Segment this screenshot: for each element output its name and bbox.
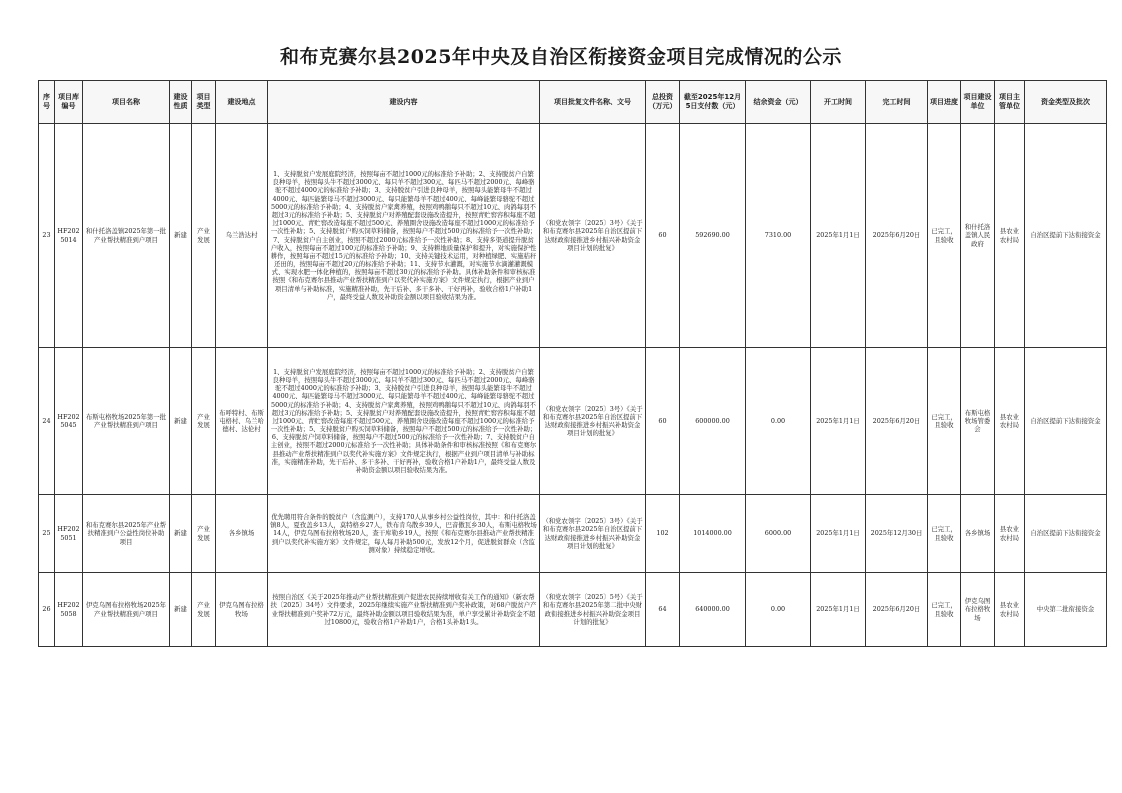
project-type: 产业发展: [192, 124, 216, 348]
fund-type: 自治区提前下达衔接资金: [1025, 495, 1107, 573]
construction-content: 按照自治区《关于2025年推动产业帮扶精准到户促进农民持续增收有关工作的通知》（新农帮扶〔2025〕34号）文件要求，2025年继续实施产业帮扶精准到户奖补政策，对68户脱贫户产业帮扶精准到户奖补72万元，最终补助金额以项目验收结果为准，单户享受累计补助资金不超过10800元，验收合格1户补助1户，合格1头补助1头。: [268, 573, 540, 647]
table-header-row: [39, 81, 1107, 124]
project-table: [38, 80, 1107, 647]
header-cell: 序号: [39, 81, 55, 124]
start-date: 2025年1月1日: [811, 124, 866, 348]
paid-amount: 640000.00: [680, 573, 746, 647]
supervising-dept: 县农业农村局: [995, 573, 1025, 647]
project-name: 和什托洛盖镇2025年第一批产业帮扶精准到户项目: [83, 124, 170, 348]
header-cell: 完工时间: [866, 81, 928, 124]
header-cell: 结余资金（元）: [746, 81, 811, 124]
supervising-dept: 县农业农村局: [995, 348, 1025, 495]
project-progress: 已完工，且验收: [928, 495, 961, 573]
row-number: 23: [39, 124, 55, 348]
balance-amount: 0.00: [746, 348, 811, 495]
approval-document: （和党农领字〔2025〕3号）《关于和布克赛尔县2025年自治区提前下达财政衔接推进乡村振兴补助资金项目计划的批复》: [540, 495, 646, 573]
header-cell: 资金类型及批次: [1025, 81, 1107, 124]
start-date: 2025年1月1日: [811, 348, 866, 495]
balance-amount: 7310.00: [746, 124, 811, 348]
header-cell: 项目批复文件名称、文号: [540, 81, 646, 124]
row-number: 25: [39, 495, 55, 573]
header-cell: 开工时间: [811, 81, 866, 124]
header-cell: 项目名称: [83, 81, 170, 124]
construction-content: 1、支持脱贫户发展庭院经济，按照每亩不超过1000元的标准给予补助；2、支持脱贫户自繁良种母羊，按照每头牛不超过3000元、每只羊不超过300元、每匹马不超过2000元、每峰骆驼不超过4000元的标准给予补助；3、支持脱贫户引进良种母羊，按照每头能繁母牛不超过4000元、每匹能繁母马不超过3000元、每只能繁母羊不超过400元、每峰能繁母骆驼不超过5000元的标准给予补助；4、支持脱贫户家禽养殖，按照鸡鸭鹅每只不超过10元、肉鸽每羽不超过3元的标准给予补助；5、支持脱贫户对养殖配套设施改造提升，按照青贮窖容积每座不超过1000元、青贮窖改造每座不超过500元、养殖圈舍设施改造每座不超过1000元的标准给予一次性补助；5、支持脱贫户购买饲草料储备，按照每户不超过500元的标准给予一次性补助；7、支持脱贫户自主创业，按照不超过2000元标准给予一次性补助；8、支持多渠道提升脱贫户收入，按照每亩不超过100元的标准给予补助；9、支持耕地质量保护和提升，对实施保护性耕作，按照每亩不超过15元的标准给予补助；10、支持关键技术运用，对种植绿肥、实施秸秆还田的，按照每亩不超过20元的标准给予补助；11、支持节水灌溉，对实施节水滴灌灌溉模式、实现水肥一体化种植的，按照每亩不超过30元的标准给予补助。具体补助条件和审核标准按照《和布克赛尔县推动产业帮扶精准到户以奖代补实施方案》文件规定执行，根据产业到户项目清单与补助标准，实施精准补助，先干后补、多干多补、干好再补，验收合格1户补助1户，最终受益人数及补助资金额以项目验收结果为准。: [268, 124, 540, 348]
header-cell: 建设地点: [216, 81, 268, 124]
project-name: 伊克乌图布拉格牧场2025年产业帮扶精准到户项目: [83, 573, 170, 647]
balance-amount: 0.00: [746, 573, 811, 647]
total-investment: 60: [646, 348, 680, 495]
end-date: 2025年12月30日: [866, 495, 928, 573]
project-name: 和布克赛尔县2025年产业帮扶精准到户公益性岗位补助项目: [83, 495, 170, 573]
header-cell: 项目类型: [192, 81, 216, 124]
supervising-dept: 县农业农村局: [995, 124, 1025, 348]
header-cell: 建设内容: [268, 81, 540, 124]
row-number: 24: [39, 348, 55, 495]
project-name: 布斯屯格牧场2025年第一批产业帮扶精准到户项目: [83, 348, 170, 495]
project-progress: 已完工，且验收: [928, 348, 961, 495]
row-number: 26: [39, 573, 55, 647]
start-date: 2025年1月1日: [811, 495, 866, 573]
construction-unit: 布斯屯格牧场管委会: [961, 348, 995, 495]
supervising-dept: 县农业农村局: [995, 495, 1025, 573]
paid-amount: 600000.00: [680, 348, 746, 495]
header-cell: 项目主管单位: [995, 81, 1025, 124]
table-row: [39, 573, 1107, 647]
construction-nature: 新建: [170, 573, 192, 647]
project-code: HF2025014: [55, 124, 83, 348]
project-location: 伊克乌图布拉格牧场: [216, 573, 268, 647]
fund-type: 自治区提前下达衔接资金: [1025, 124, 1107, 348]
project-type: 产业发展: [192, 495, 216, 573]
project-code: HF2025045: [55, 348, 83, 495]
project-progress: 已完工，且验收: [928, 573, 961, 647]
construction-unit: 和什托洛盖镇人民政府: [961, 124, 995, 348]
project-progress: 已完工，且验收: [928, 124, 961, 348]
project-type: 产业发展: [192, 348, 216, 495]
header-cell: 建设性质: [170, 81, 192, 124]
end-date: 2025年6月20日: [866, 573, 928, 647]
paid-amount: 592690.00: [680, 124, 746, 348]
fund-type: 自治区提前下达衔接资金: [1025, 348, 1107, 495]
project-location: 乌兰浩达村: [216, 124, 268, 348]
table-row: [39, 124, 1107, 348]
construction-nature: 新建: [170, 348, 192, 495]
fund-type: 中央第二批衔接资金: [1025, 573, 1107, 647]
paid-amount: 1014000.00: [680, 495, 746, 573]
balance-amount: 6000.00: [746, 495, 811, 573]
total-investment: 60: [646, 124, 680, 348]
header-cell: 总投资（万元）: [646, 81, 680, 124]
project-code: HF2025058: [55, 573, 83, 647]
project-location: 布呼特村、布斯屯格村、乌兰哈德村、达伦村: [216, 348, 268, 495]
header-cell: 项目进度: [928, 81, 961, 124]
approval-document: （和党农领字〔2025〕3号）《关于和布克赛尔县2025年自治区提前下达财政衔接推进乡村振兴补助资金项目计划的批复》: [540, 124, 646, 348]
end-date: 2025年6月20日: [866, 348, 928, 495]
header-cell: 截至2025年12月5日支付数（元）: [680, 81, 746, 124]
end-date: 2025年6月20日: [866, 124, 928, 348]
construction-content: 1、支持脱贫户发展庭院经济，按照每亩不超过1000元的标准给予补助；2、支持脱贫户自繁良种母羊，按照每头牛不超过3000元、每只羊不超过300元、每匹马不超过2000元、每峰骆驼不超过4000元的标准给予补助；3、支持脱贫户引进良种母羊，按照每头能繁母牛不超过4000元、每匹能繁母马不超过3000元、每只能繁母羊不超过400元、每峰能繁母骆驼不超过5000元的标准给予补助；4、支持脱贫户家禽养殖，按照鸡鸭鹅每只不超过10元、肉鸽每羽不超过3元的标准给予补助；5、支持脱贫户对养殖配套设施改造提升，按照青贮窖容积每座不超过1000元、青贮窖改造每座不超过500元、养殖圈舍设施改造每座不超过1000元的标准给予一次性补助；5、支持脱贫户购买饲草料储备，按照每户不超过500元的标准给予一次性补助；6、支持脱贫户饲草料储备，按照每户不超过500元的标准给予一次性补助；7、支持脱贫户自主创业，按照不超过2000元标准给予一次性补助；具体补助条件和审核标准按照《和布克赛尔县推动产业帮扶精准到户以奖代补实施方案》文件规定执行，根据产业到户项目清单与补助标准，实施精准补助，先干后补、多干多补、干好再补，验收合格1户补助1户，最终受益人数及补助资金额以项目验收结果为准。: [268, 348, 540, 495]
table-row: [39, 348, 1107, 495]
construction-unit: 各乡镇场: [961, 495, 995, 573]
approval-document: （和党农领字〔2025〕5号）《关于和布克赛尔县2025年第二批中央财政衔接推进乡村振兴补助资金项目计划的批复》: [540, 573, 646, 647]
header-cell: 项目建设单位: [961, 81, 995, 124]
page-title: 和布克赛尔县2025年中央及自治区衔接资金项目完成情况的公示: [280, 46, 842, 68]
start-date: 2025年1月1日: [811, 573, 866, 647]
total-investment: 64: [646, 573, 680, 647]
header-cell: 项目库编号: [55, 81, 83, 124]
construction-content: 优先聘用符合条件的脱贫户（含监测户），支持170人从事乡村公益性岗位，其中：和什托洛盖镇8人，夏孜盖乡13人，莫特格乡27人，铁布肯乌散乡39人，巴音傲瓦乡30人，布斯屯格牧场14人，伊克乌图布拉格牧场20人，查干库勒乡19人，按照《和布克赛尔县推动产业帮扶精准到户以奖代补实施方案》文件规定，每人每月补助500元，发放12个月，促进脱贫群众（含监测对象）持续稳定增收。: [268, 495, 540, 573]
project-code: HF2025051: [55, 495, 83, 573]
approval-document: （和党农领字〔2025〕3号）《关于和布克赛尔县2025年自治区提前下达财政衔接推进乡村振兴补助资金项目计划的批复》: [540, 348, 646, 495]
table-row: [39, 495, 1107, 573]
total-investment: 102: [646, 495, 680, 573]
construction-nature: 新建: [170, 124, 192, 348]
construction-nature: 新建: [170, 495, 192, 573]
project-type: 产业发展: [192, 573, 216, 647]
project-location: 各乡镇场: [216, 495, 268, 573]
construction-unit: 伊克乌图布拉格牧场: [961, 573, 995, 647]
